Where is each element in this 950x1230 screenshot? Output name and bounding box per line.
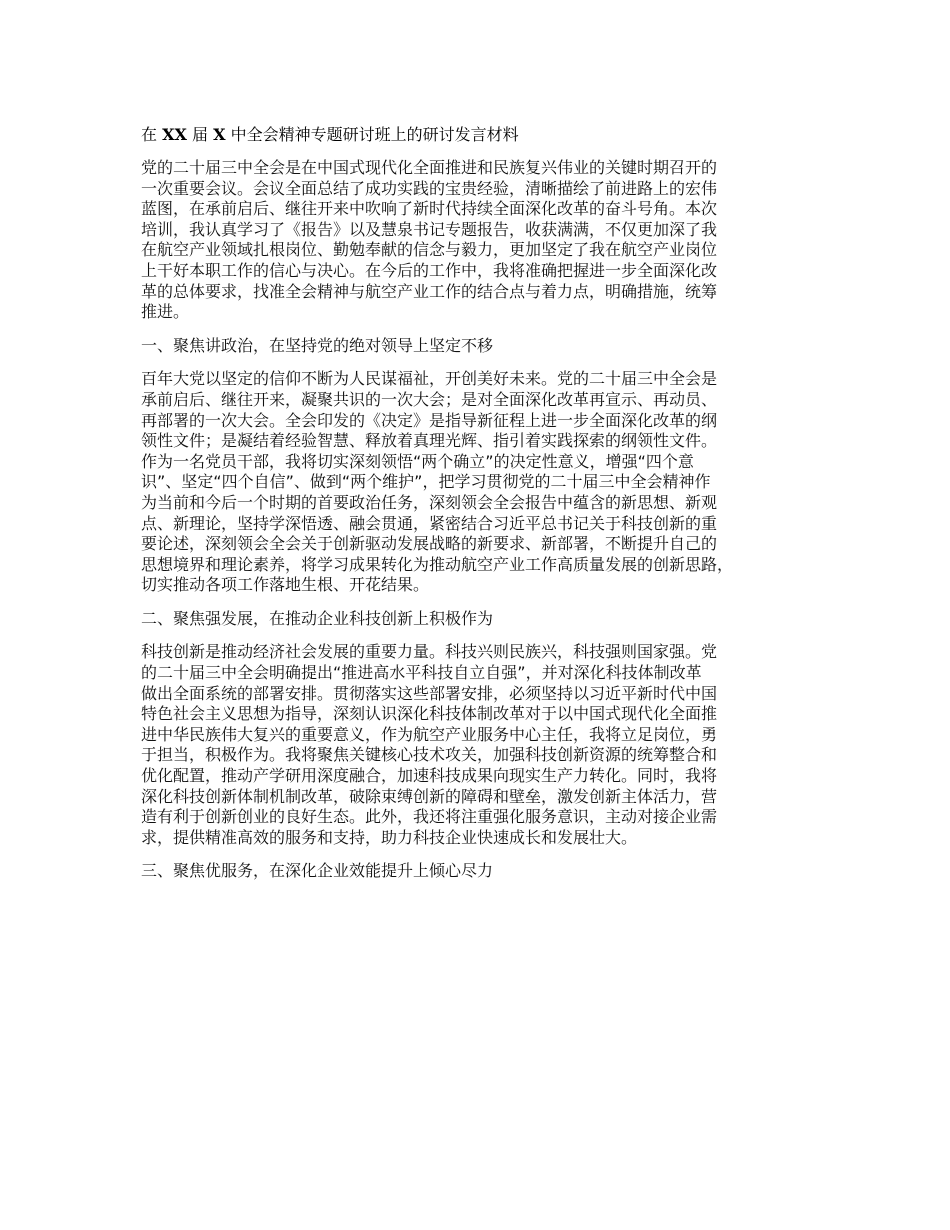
section-2-line: 造有利于创新创业的良好生态。此外，我还将注重强化服务意识，主动对接企业需 [141,807,718,827]
section-1-line: 切实推动各项工作落地生根、开花结果。 [141,575,430,595]
section-1-line: 要论述，深刻领会全会关于创新驱动发展战略的新要求、新部署，不断提升自己的 [141,534,718,554]
section-2-line: 的二十届三中全会明确提出“推进高水平科技自立自强”，并对深化科技体制改革 [141,663,702,683]
title-text-plenum-placeholder: X [213,125,226,144]
intro-line: 推进。 [141,302,190,322]
section-2-line: 于担当，积极作为。我将聚焦关键核心技术攻关，加强科技创新资源的统筹整合和 [141,745,718,765]
document-page [141,125,831,895]
section-2-line: 进中华民族伟大复兴的重要意义，作为航空产业服务中心主任，我将立足岗位，勇 [141,724,718,744]
document-title [141,125,831,145]
section-2-paragraph [141,642,831,848]
title-text-suffix: 中全会精神专题研讨班上的研讨发言材料 [225,125,519,144]
title-text-session-placeholder: XX [162,125,187,144]
title-text-prefix: 在 [141,125,163,144]
title-text-session-label: 届 [186,125,214,144]
intro-line: 蓝图，在承前启后、继往开来中吹响了新时代持续全面深化改革的奋斗号角。本次 [141,199,718,219]
section-2-line: 特色社会主义思想为指导，深刻认识深化科技体制改革对于以中国式现代化全面推 [141,704,718,724]
section-2-heading: 二、聚焦强发展，在推动企业科技创新上积极作为 [141,608,494,628]
section-1-paragraph [141,369,831,596]
section-3-heading: 三、聚焦优服务，在深化企业效能提升上倾心尽力 [141,861,494,881]
section-1-line: 再部署的一次大会。全会印发的《决定》是指导新征程上进一步全面深化改革的纲 [141,410,718,430]
section-1-line: 为当前和今后一个时期的首要政治任务，深刻领会全会报告中蕴含的新思想、新观 [141,492,718,512]
section-1-line: 作为一名党员干部，我将切实深刻领悟“两个确立”的决定性意义，增强“四个意 [141,451,694,471]
intro-line: 一次重要会议。会议全面总结了成功实践的宝贵经验，清晰描绘了前进路上的宏伟 [141,178,718,198]
section-2-line: 科技创新是推动经济社会发展的重要力量。科技兴则民族兴，科技强则国家强。党 [141,642,718,662]
section-1-line: 百年大党以坚定的信仰不断为人民谋福祉，开创美好未来。党的二十届三中全会是 [141,369,718,389]
section-1-line: 思想境界和理论素养，将学习成果转化为推动航空产业工作高质量发展的创新思路， [141,554,734,574]
intro-paragraph [141,158,831,323]
section-2-line: 求，提供精准高效的服务和支持，助力科技企业快速成长和发展壮大。 [141,827,638,847]
intro-line: 在航空产业领域扎根岗位、勤勉奉献的信念与毅力，更加坚定了我在航空产业岗位 [141,240,718,260]
intro-line: 上干好本职工作的信心与决心。在今后的工作中，我将准确把握进一步全面深化改 [141,260,718,280]
section-2-line: 做出全面系统的部署安排。贯彻落实这些部署安排，必须坚持以习近平新时代中国 [141,683,718,703]
intro-line: 培训，我认真学习了《报告》以及慧泉书记专题报告，收获满满，不仅更加深了我 [141,219,718,239]
intro-line: 革的总体要求，找准全会精神与航空产业工作的结合点与着力点，明确措施，统筹 [141,281,718,301]
section-1-line: 领性文件；是凝结着经验智慧、释放着真理光辉、指引着实践探索的纲领性文件。 [141,431,718,451]
section-1-line: 识”、坚定“四个自信”、做到“两个维护”，把学习贯彻党的二十届三中全会精神作 [141,472,711,492]
intro-line: 党的二十届三中全会是在中国式现代化全面推进和民族复兴伟业的关键时期召开的 [141,158,718,177]
section-1-line: 点、新理论，坚持学深悟透、融会贯通，紧密结合习近平总书记关于科技创新的重 [141,513,718,533]
section-1-line: 承前启后、继往开来，凝聚共识的一次大会；是对全面深化改革再宣示、再动员、 [141,389,718,409]
section-1-heading: 一、聚焦讲政治，在坚持党的绝对领导上坚定不移 [141,335,494,355]
section-2-line: 优化配置，推动产学研用深度融合，加速科技成果向现实生产力转化。同时，我将 [141,766,718,786]
section-2-line: 深化科技创新体制机制改革，破除束缚创新的障碍和壁垒，激发创新主体活力，营 [141,786,718,806]
